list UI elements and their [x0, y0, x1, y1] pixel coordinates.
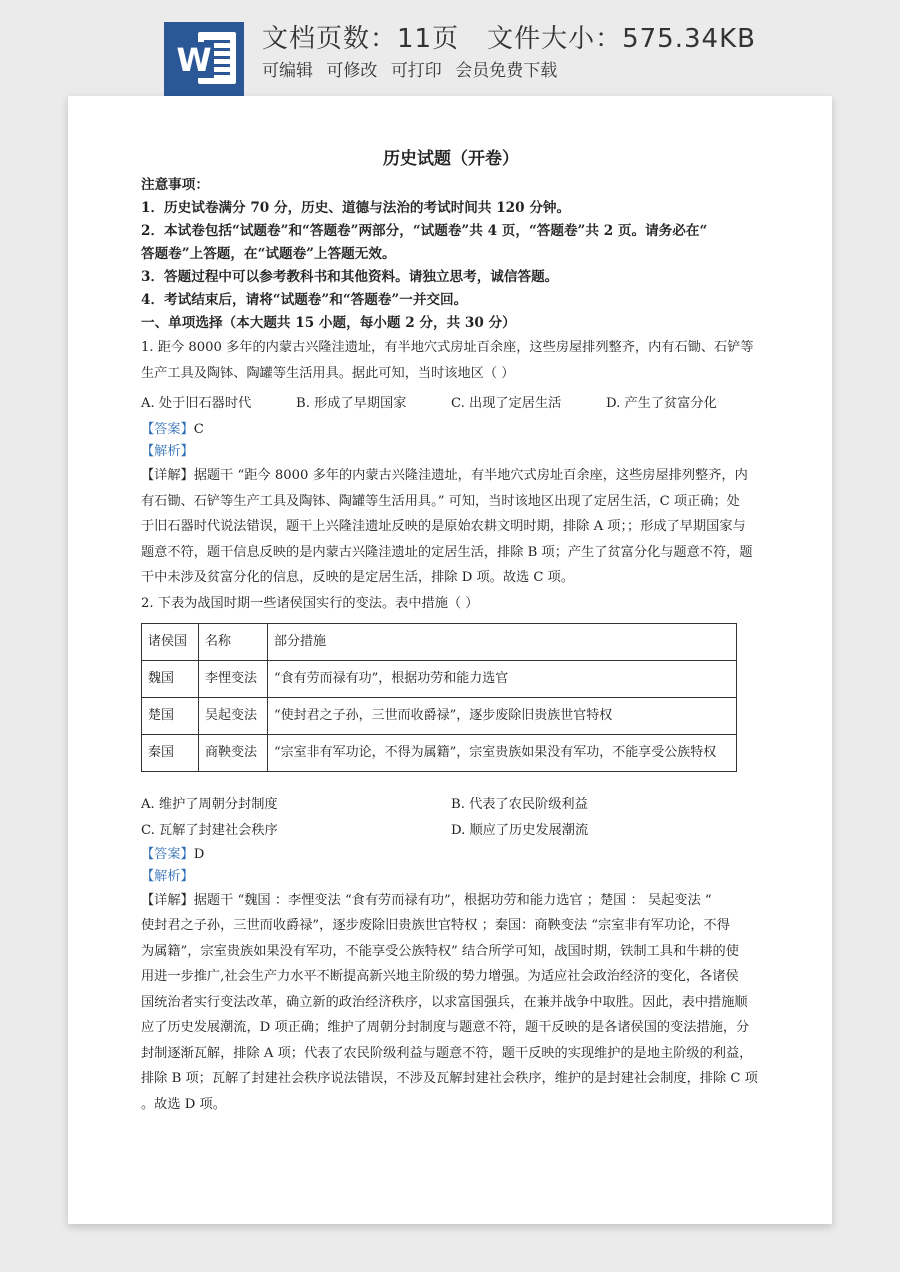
word-w-letter: W: [174, 42, 214, 78]
question-2-options-row2: [141, 818, 761, 844]
note-item: 答题卷”上答题，在“试题卷”上答题无效。: [141, 246, 396, 262]
detail-line: 用进一步推广,社会生产力水平不断提高新兴地主阶级的势力增强。为适应社会政治经济的变化，各诸侯: [141, 969, 739, 984]
table-cell: “宗室非有军功论，不得为属籍”，宗室贵族如果没有军功，不能享受公族特权: [268, 734, 737, 771]
table-cell: 李悝变法: [199, 660, 268, 697]
detail-line: 于旧石器时代说法错误，题干上兴隆洼遗址反映的是原始农耕文明时期，排除 A 项；；形成了早期国家与: [141, 519, 746, 534]
analysis-tag: 【解析】: [141, 868, 194, 884]
detail-line: 。故选 D 项。: [141, 1096, 226, 1112]
note-item: 2．本试卷包括“试题卷”和“答题卷”两部分，“试题卷”共 4 页，“答题卷”共 2 页。请务必在“: [141, 223, 708, 239]
option-a: A. 维护了周朝分封制度: [141, 796, 278, 812]
download-banner: [0, 0, 900, 96]
table-row: [142, 697, 737, 734]
word-document-icon: [164, 22, 244, 96]
question-2-analysis: [141, 866, 761, 888]
option-a: A. 处于旧石器时代: [141, 396, 252, 411]
doc-title: 历史试题（开卷）: [383, 149, 519, 169]
feature-editable: 可编辑: [262, 61, 313, 81]
question-1-stem: 生产工具及陶钵、陶罐等生活用具。据此可知，当时该地区（ ）: [141, 366, 515, 381]
table-cell: 吴起变法: [199, 697, 268, 734]
analysis-tag: 【解析】: [141, 444, 194, 459]
table-header-cell: 名称: [199, 623, 268, 660]
table-cell: “食有劳而禄有功”，根据功劳和能力选官: [268, 660, 737, 697]
detail-line: 封制逐渐瓦解，排除 A 项；代表了农民阶级利益与题意不符，题干反映的实现维护的是地主阶级的利益，: [141, 1045, 753, 1061]
table-header-cell: 部分措施: [268, 623, 737, 660]
answer-tag: 【答案】: [141, 422, 194, 437]
reform-table: [141, 623, 737, 772]
answer-value: C: [193, 422, 204, 437]
question-1-stem: 1. 距今 8000 多年的内蒙古兴隆洼遗址，有半地穴式房址百余座，这些房屋排列整齐，内有石锄、石铲等: [141, 340, 754, 355]
page-count: 文档页数：11页: [262, 24, 460, 54]
table-row: [142, 734, 737, 771]
detail-tag: 【详解】: [141, 892, 194, 908]
note-item: 3．答题过程中可以参考教科书和其他资料。请独立思考，诚信答题。: [141, 269, 559, 285]
answer-tag: 【答案】: [141, 846, 194, 862]
question-2-detail: [141, 888, 761, 1118]
question-1-options: [141, 393, 761, 414]
section-heading: 一、单项选择（本大题共 15 小题，每小题 2 分，共 30 分）: [141, 315, 516, 331]
question-1-analysis: [141, 441, 761, 463]
table-cell: 魏国: [142, 660, 199, 697]
feature-member-download: 会员免费下载: [455, 61, 558, 81]
table-cell: 秦国: [142, 734, 199, 771]
detail-line: 据题干 “魏国 ：李悝变法 “食有劳而禄有功”，根据功劳和能力选官 ；楚国 ： 吴起变法 “: [193, 892, 712, 908]
question-1-detail: [141, 463, 761, 591]
answer-value: D: [193, 846, 205, 862]
question-1-answer: [141, 419, 761, 441]
detail-line: 国统治者实行变法改革，确立新的政治经济秩序，以求富国强兵，在兼并战争中取胜。因此，表中措施顺: [141, 994, 748, 1010]
detail-line: 使封君之子孙，三世而收爵禄”，逐步废除旧贵族世官特权 ；秦国：商鞅变法 “宗室非有军功论，不得: [141, 918, 730, 933]
question-2-options-row1: [141, 792, 761, 818]
feature-printable: 可打印: [390, 61, 442, 81]
option-b: B. 代表了农民阶级利益: [451, 796, 588, 812]
detail-tag: 【详解】: [141, 468, 194, 483]
option-d: D. 顺应了历史发展潮流: [451, 822, 589, 838]
table-cell: 商鞅变法: [199, 734, 268, 771]
table-header-row: [142, 623, 737, 660]
question-2-answer: [141, 844, 761, 866]
file-info-line: [262, 18, 756, 55]
feature-modifiable: 可修改: [326, 61, 378, 81]
detail-line: 有石锄、石铲等生产工具及陶钵、陶罐等生活用具。” 可知，当时该地区出现了定居生活，C 项正确；处: [141, 493, 740, 509]
notes-heading: 注意事项：: [141, 177, 209, 193]
option-c: C. 瓦解了封建社会秩序: [141, 822, 278, 838]
option-b: B. 形成了早期国家: [296, 396, 407, 411]
document-page: [68, 96, 832, 1224]
option-c: C. 出现了定居生活: [451, 396, 562, 411]
document-content: [141, 146, 761, 1117]
note-item: 1．历史试卷满分 70 分，历史、道德与法治的考试时间共 120 分钟。: [141, 200, 571, 216]
table-cell: 楚国: [142, 697, 199, 734]
detail-line: 为属籍”，宗室贵族如果没有军功，不能享受公族特权” 结合所学可知，战国时期，铁制工具和牛耕的使: [141, 943, 739, 959]
table-header-cell: 诸侯国: [142, 623, 199, 660]
detail-line: 排除 B 项；瓦解了封建社会秩序说法错误，不涉及瓦解封建社会秩序，维护的是封建社会制度，排除 C 项: [141, 1071, 758, 1086]
table-row: [142, 660, 737, 697]
detail-line: 应了历史发展潮流，D 项正确；维护了周朝分封制度与题意不符，题干反映的是各诸侯国的变法措施，分: [141, 1020, 750, 1035]
detail-line: 据题干 “距今 8000 多年的内蒙古兴隆洼遗址，有半地穴式房址百余座，这些房屋排列整齐，内: [193, 468, 748, 483]
feature-list: [262, 56, 565, 81]
detail-line: 题意不符，题干信息反映的是内蒙古兴隆洼遗址的定居生活，排除 B 项；产生了贫富分化与题意不符，题: [141, 544, 753, 560]
detail-line: 干中未涉及贫富分化的信息，反映的是定居生活，排除 D 项。故选 C 项。: [141, 570, 575, 585]
table-cell: “使封君之子孙，三世而收爵禄”，逐步废除旧贵族世官特权: [268, 697, 737, 734]
note-item: 4．考试结束后，请将“试题卷”和“答题卷”一并交回。: [141, 292, 468, 308]
option-d: D. 产生了贫富分化: [606, 396, 717, 411]
file-size: 文件大小：575.34KB: [487, 24, 756, 54]
question-2-stem: 2. 下表为战国时期一些诸侯国实行的变法。表中措施（ ）: [141, 595, 479, 611]
